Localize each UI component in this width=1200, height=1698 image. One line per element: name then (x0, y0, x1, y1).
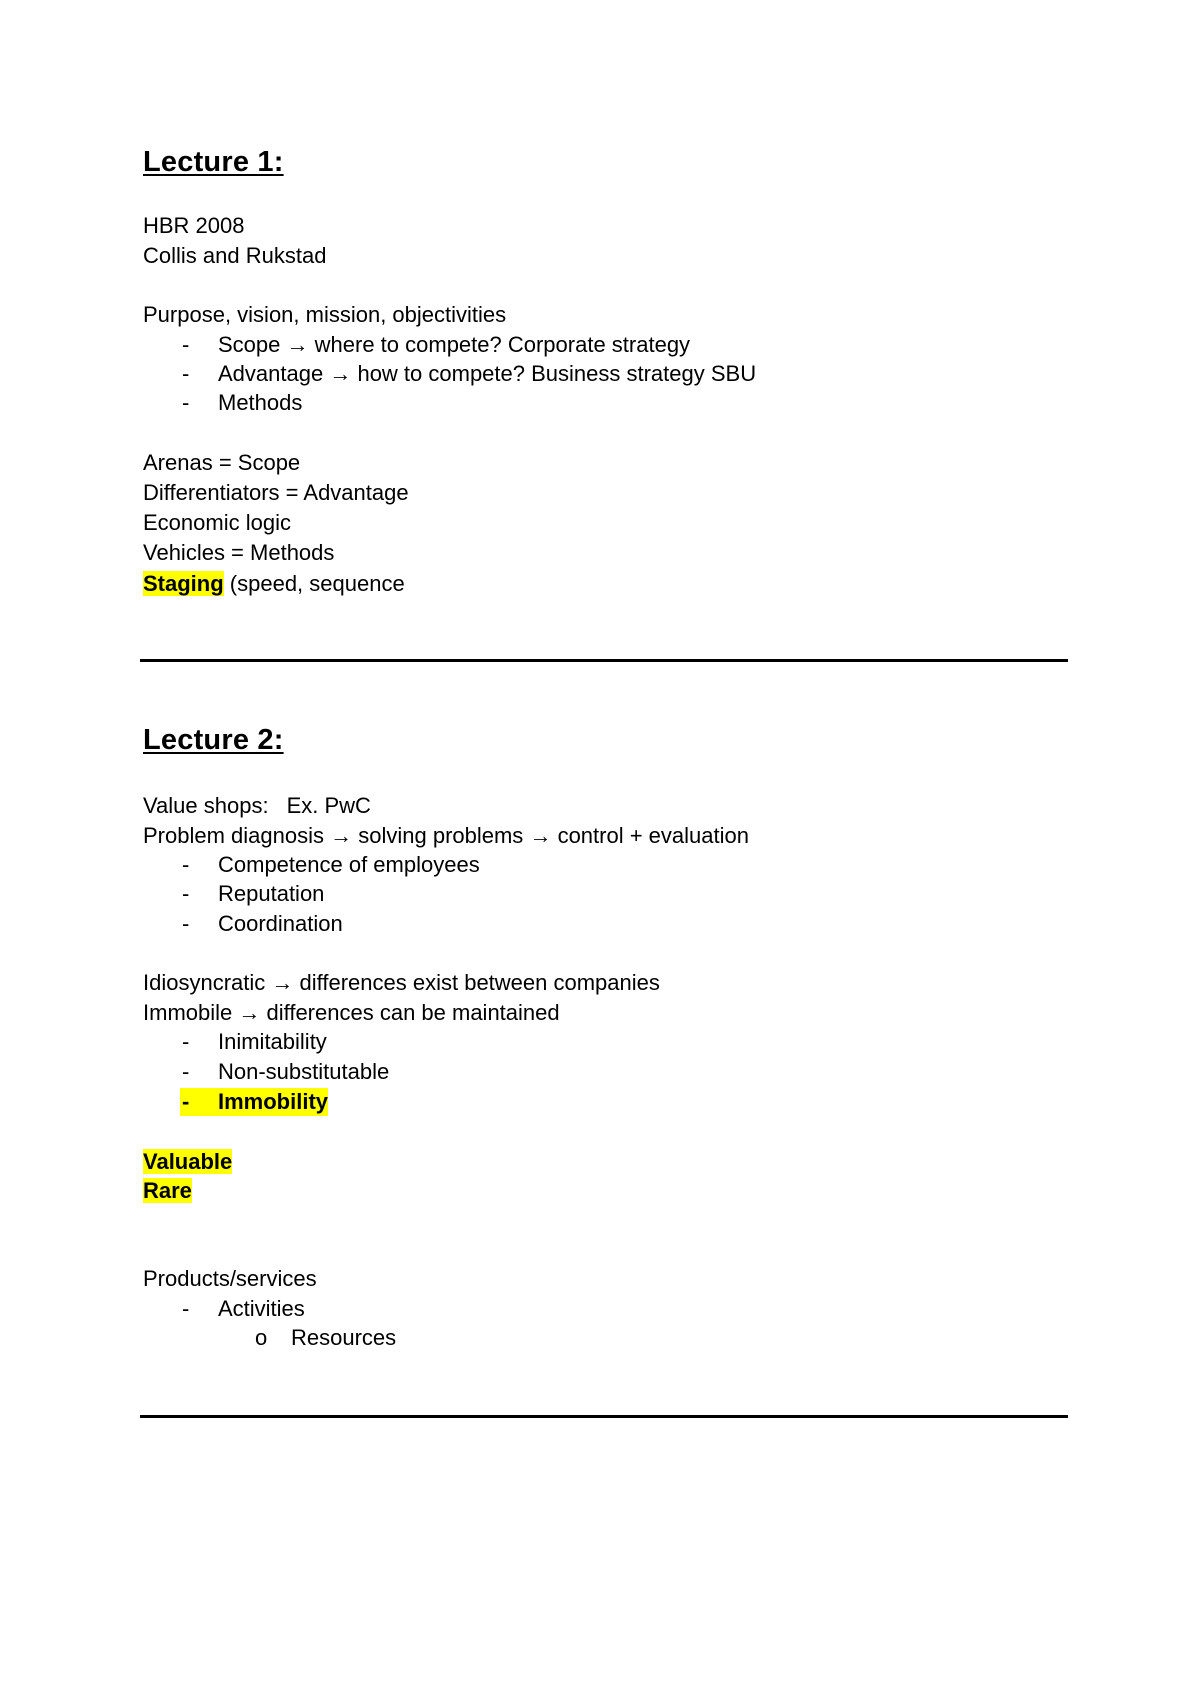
lecture-2-problem-chain (143, 822, 749, 850)
definition: differences can be maintained (266, 1000, 560, 1025)
lecture-1-bullet-scope (182, 331, 690, 359)
dash-bullet: - (182, 911, 190, 936)
bullet-text: Competence of employees (218, 852, 480, 877)
dash-bullet: - (182, 1296, 190, 1321)
term: Idiosyncratic (143, 970, 266, 995)
lecture-2-subbullet-resources (255, 1324, 396, 1352)
lecture-2-idiosyncratic (143, 969, 660, 997)
bullet-text: Activities (218, 1296, 305, 1321)
section-divider (140, 659, 1068, 662)
dash-bullet: - (182, 852, 190, 877)
lecture-1-heading: Lecture 1: (143, 146, 284, 178)
lecture-1-differentiators: Differentiators = Advantage (143, 480, 409, 505)
arrow-right-icon: → (271, 970, 294, 995)
bullet-text: Resources (291, 1325, 397, 1350)
lecture-1-ref-hbr: HBR 2008 (143, 213, 245, 238)
arrow-right-icon: → (330, 823, 353, 848)
lecture-2-bullet (182, 851, 480, 879)
arrow-right-icon: → (529, 823, 552, 848)
arrow-right-icon: → (329, 361, 352, 386)
lecture-2-bullet-activities (182, 1295, 305, 1323)
lecture-2-immobile (143, 999, 560, 1027)
circle-bullet-icon: o (255, 1325, 268, 1350)
lecture-2-products: Products/services (143, 1266, 317, 1291)
dash-bullet: - (182, 881, 190, 906)
highlighted-term: Staging (143, 571, 224, 596)
lecture-2-bullet (182, 1028, 327, 1056)
arrow-right-icon: → (238, 1000, 261, 1025)
bullet-term: Advantage (218, 361, 324, 386)
bullet-text: Non-substitutable (218, 1059, 390, 1084)
dash-bullet: - (182, 390, 190, 415)
dash-bullet: - (182, 1059, 190, 1084)
bullet-term: Scope (218, 332, 281, 357)
lecture-2-bullet (182, 880, 324, 908)
dash-bullet: - (182, 361, 190, 386)
lecture-1-bullet-advantage (182, 360, 756, 388)
bullet-text: where to compete? Corporate strategy (314, 332, 691, 357)
term: Immobile (143, 1000, 233, 1025)
bullet-text: how to compete? Business strategy SBU (357, 361, 757, 386)
highlighted-term: Valuable (143, 1149, 233, 1174)
dash-bullet: - (182, 1089, 190, 1114)
bullet-text: Immobility (218, 1089, 329, 1114)
lecture-1-staging (143, 570, 405, 598)
dash-bullet: - (182, 332, 190, 357)
bullet-term: Methods (218, 390, 303, 415)
lecture-2-bullet (182, 1058, 389, 1086)
lecture-1-arenas: Arenas = Scope (143, 450, 301, 475)
lecture-1-ref-authors: Collis and Rukstad (143, 243, 327, 268)
lecture-1-vehicles: Vehicles = Methods (143, 540, 335, 565)
lecture-1-purpose: Purpose, vision, mission, objectivities (143, 302, 507, 327)
lecture-2-rare (143, 1177, 192, 1205)
highlighted-term: Rare (143, 1178, 192, 1203)
dash-bullet: - (182, 1029, 190, 1054)
lecture-2-valuable (143, 1148, 232, 1176)
arrow-right-icon: → (286, 332, 309, 357)
bullet-text: Inimitability (218, 1029, 327, 1054)
chain-step: solving problems (358, 823, 524, 848)
lecture-2-heading: Lecture 2: (143, 724, 284, 756)
value-shops-example: Ex. PwC (286, 793, 371, 818)
lecture-2-value-shops (143, 792, 371, 820)
lecture-1-economic-logic: Economic logic (143, 510, 291, 535)
chain-step: control + evaluation (557, 823, 749, 848)
lecture-2-bullet (182, 910, 343, 938)
section-divider (140, 1415, 1068, 1418)
lecture-1-bullet-methods (182, 389, 302, 417)
definition: differences exist between companies (299, 970, 660, 995)
chain-step: Problem diagnosis (143, 823, 324, 848)
value-shops-label: Value shops: (143, 793, 269, 818)
bullet-text: Coordination (218, 911, 343, 936)
bullet-text: Reputation (218, 881, 325, 906)
staging-detail: (speed, sequence (223, 571, 405, 596)
lecture-2-bullet-highlighted (180, 1088, 328, 1116)
